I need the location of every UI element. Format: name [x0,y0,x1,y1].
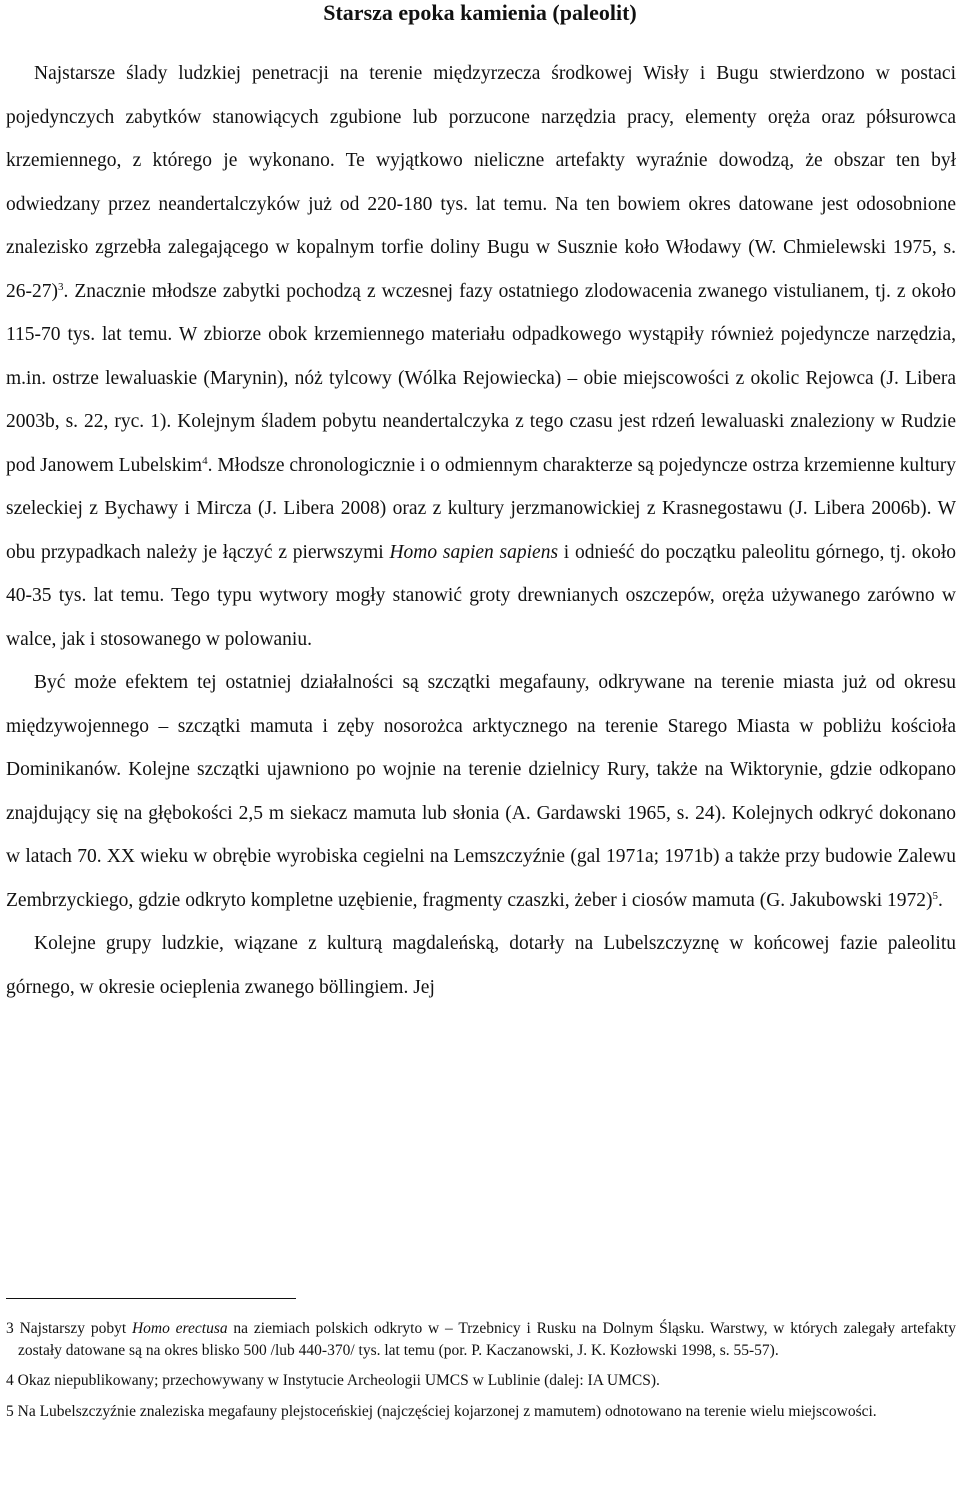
footnote-ref: 3 [58,280,64,293]
text-run: . [938,889,943,911]
italic-term: Homo erectusa [131,1320,228,1337]
footnote-3 [6,1401,956,1423]
paragraph-1 [6,52,956,661]
paragraph-2 [6,661,956,922]
footnote-1 [6,1318,956,1361]
body-text [6,52,956,1009]
italic-term: Homo sapien sapiens [389,541,559,563]
footnote-ref: 5 [932,889,938,902]
footnote-2 [6,1370,956,1392]
text-run: . Młodsze chronologicznie i o odmiennym charakterze są pojedyncze ostrza krzemienne kultury szeleckiej z Bychawy i Mircza (J. Libera 2008) oraz z kultury jerzmanowickiej z Krasnegostawu (J. Libera 2006b). W obu przypadkach należy je łączyć z pierwszymi [6,454,956,563]
footnote-ref: 4 [202,454,208,467]
text-run: 4 Okaz niepublikowany; przechowywany w Instytucie Archeologii UMCS w Lublinie (dalej: IA UMCS). [6,1372,660,1389]
text-run: na ziemiach polskich odkryto w – Trzebnicy i Rusku na Dolnym Śląsku. Warstwy, w których zalegały artefakty zostały datowane są na okres blisko 500 /lub 440-370/ tys. lat temu (por. P. Kaczanowski, J. K. Kozłowski 1998, s. 55-57). [18,1320,956,1359]
text-run: Być może efektem tej ostatniej działalności są szczątki megafauny, odkrywane na terenie miasta już od okresu międzywojennego – szczątki mamuta i zęby nosorożca arktycznego na terenie Starego Miasta w pobliżu kościoła Dominikanów. Kolejne szczątki ujawniono po wojnie na terenie dzielnicy Rury, także na Wiktorynie, gdzie odkopano znajdujący się na głębokości 2,5 m siekacz mamuta lub słonia (A. Gardawski 1965, s. 24). Kolejnych odkryć dokonano w latach 70. XX wieku w obrębie wyrobiska cegielni na Lemszczyźnie (gal 1971a; 1971b) a także przy budowie Zalewu Zembrzyckiego, gdzie odkryto kompletne uzębienie, fragmenty czaszki, żeber i ciosów mamuta (G. Jakubowski 1972) [6,672,956,911]
text-run: 3 Najstarszy pobyt [6,1320,132,1337]
text-run: 5 Na Lubelszczyźnie znaleziska megafauny plejstoceńskiej (najczęściej kojarzonej z mamutem) odnotowano na terenie wielu miejscowości. [6,1402,877,1420]
paragraph-3 [6,922,956,1009]
text-run: i odnieść do początku paleolitu górnego, tj. około 40-35 tys. lat temu. Tego typu wytwory mogły stanowić groty drewnianych oszczepów, oręża używanego zarówno w walce, jak i stosowanego w polowaniu. [6,541,957,650]
page-title: Starsza epoka kamienia (paleolit) [323,0,637,25]
footnotes [6,1318,956,1431]
text-run: Kolejne grupy ludzkie, wiązane z kulturą magdaleńską, dotarły na Lubelszczyznę w końcowej fazie paleolitu górnego, w okresie ocieplenia zwanego böllingiem. Jej [6,933,956,998]
footnote-separator [6,1298,296,1299]
text-run: Najstarsze ślady ludzkiej penetracji na terenie międzyrzecza środkowej Wisły i Bugu stwierdzono w postaci pojedynczych zabytków stanowiących zgubione lub porzucone narzędzia pracy, elementy oręża oraz półsurowca krzemiennego, z którego je wykonano. Te wyjątkowo nieliczne artefakty wyraźnie dowodzą, że obszar ten był odwiedzany przez neandertalczyków już od 220-180 tys. lat temu. Na ten bowiem okres datowane jest odosobnione znalezisko zgrzebła zalegającego w kopalnym torfie doliny Bugu w Susznie koło Włodawy (W. Chmielewski 1975, s. 26-27) [6,63,956,302]
text-run: . Znacznie młodsze zabytki pochodzą z wczesnej fazy ostatniego zlodowacenia zwanego vistulianem, tj. z około 115-70 tys. lat temu. W zbiorze obok krzemiennego materiału odpadkowego wystąpiły również pojedyncze narzędzia, m.in. ostrze lewaluaskie (Marynin), nóż tylcowy (Wólka Rejowiecka) – obie miejscowości z okolic Rejowca (J. Libera 2003b, s. 22, ryc. 1). Kolejnym śladem pobytu neandertalczyka z tego czasu jest rdzeń lewaluaski znaleziony w Rudzie pod Janowem Lubelskim [6,280,956,476]
